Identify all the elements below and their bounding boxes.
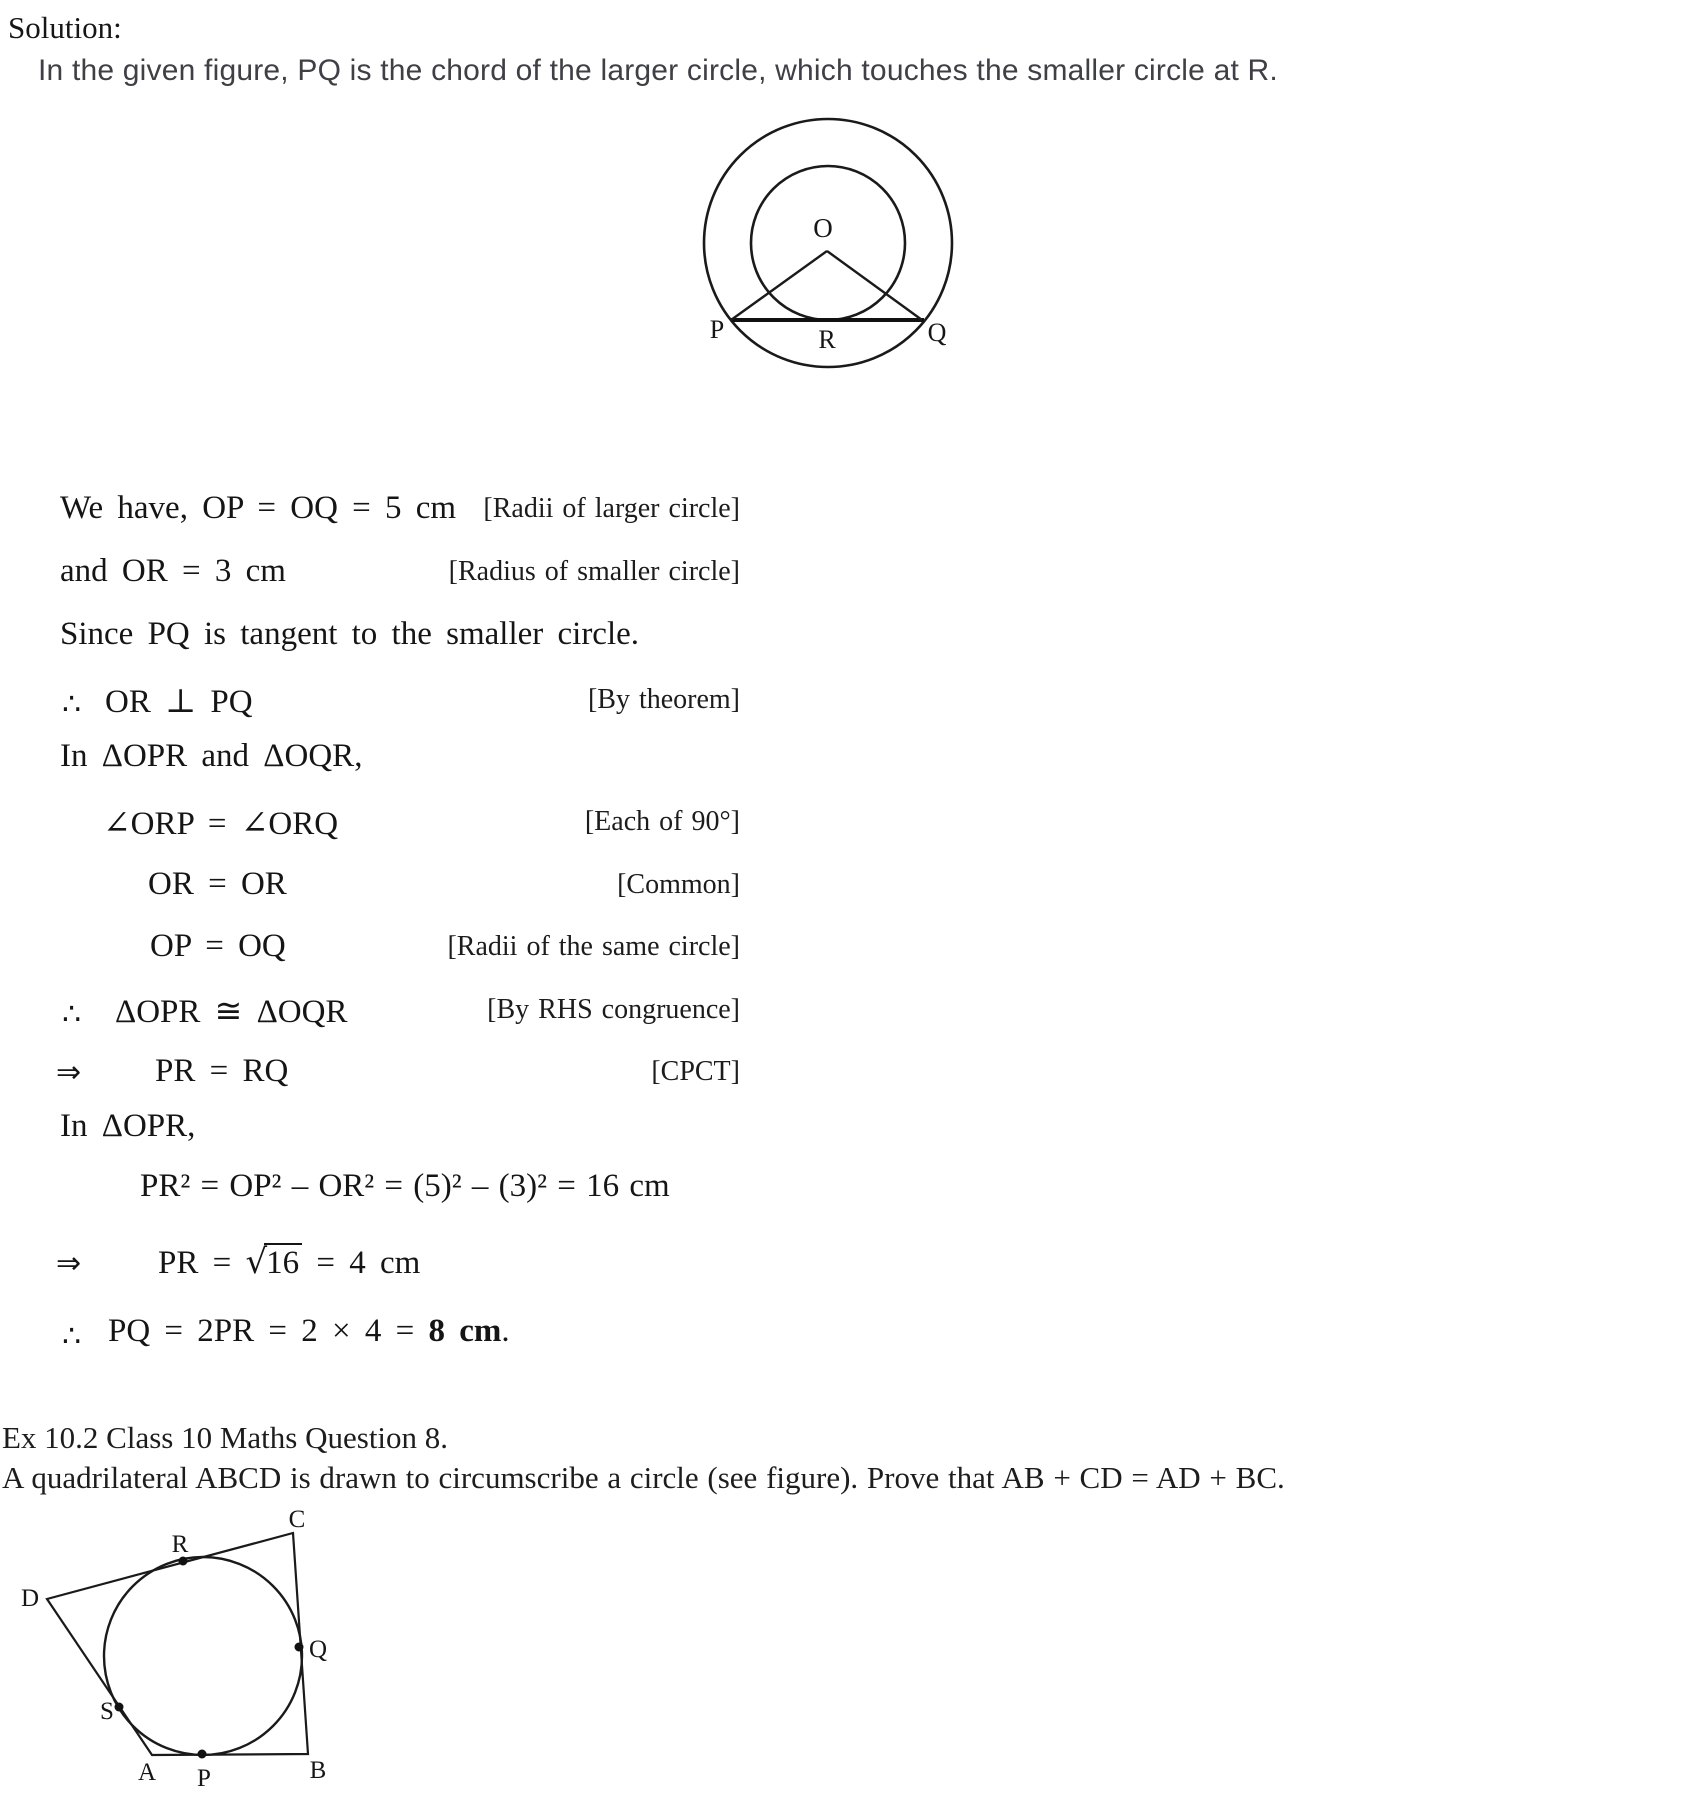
implies-symbol: ⇒ bbox=[56, 1055, 82, 1090]
exercise-heading: Ex 10.2 Class 10 Maths Question 8. bbox=[2, 1420, 449, 1455]
equation-text: ΔOPR ≅ ΔOQR bbox=[115, 994, 348, 1030]
concentric-circles-figure bbox=[690, 105, 970, 375]
math-line bbox=[0, 681, 745, 725]
math-line bbox=[0, 928, 745, 972]
equation-text: In ΔOPR, bbox=[60, 1108, 196, 1144]
inscribed-circle bbox=[104, 1557, 302, 1755]
reason-note: [Each of 90°] bbox=[584, 806, 740, 837]
therefore-symbol: ∴ bbox=[62, 1319, 82, 1354]
equation-text: OP = OQ bbox=[150, 928, 286, 964]
label-p: P bbox=[197, 1765, 211, 1792]
reason-note: [Radii of larger circle] bbox=[483, 493, 740, 524]
equation-text: PR = bbox=[158, 1245, 246, 1281]
equation-text: ∠ORP = ∠ORQ bbox=[103, 806, 339, 842]
math-line bbox=[0, 490, 745, 534]
math-line bbox=[0, 553, 745, 597]
math-line bbox=[0, 616, 745, 660]
label-d: D bbox=[20, 1585, 40, 1612]
solution-heading: Solution: bbox=[8, 10, 122, 45]
equation-text: . bbox=[501, 1313, 510, 1349]
reason-note: [CPCT] bbox=[651, 1056, 740, 1087]
reason-note: [By RHS congruence] bbox=[487, 994, 740, 1025]
circumscribed-quadrilateral-figure bbox=[15, 1505, 355, 1805]
tangent-point-p bbox=[198, 1750, 207, 1759]
label-q: Q bbox=[927, 318, 947, 347]
equation-text: PQ = 2PR = 2 × 4 = bbox=[108, 1313, 429, 1349]
exercise-question: A quadrilateral ABCD is drawn to circumscribe a circle (see figure). Prove that AB + CD = AD + BC. bbox=[2, 1460, 1285, 1495]
inner-circle bbox=[751, 166, 905, 320]
equation-text: PR² = OP² – OR² = (5)² – (3)² = 16 cm bbox=[140, 1168, 670, 1204]
label-b: B bbox=[309, 1757, 327, 1784]
reason-note: [Radii of the same circle] bbox=[447, 931, 740, 962]
result-value: 8 cm bbox=[428, 1313, 502, 1349]
equation-text: We have, OP = OQ = 5 cm bbox=[60, 490, 457, 526]
reason-note: [Radius of smaller circle] bbox=[448, 556, 740, 587]
equation-text: PR = RQ bbox=[155, 1053, 289, 1089]
radicand: 16 bbox=[264, 1243, 302, 1281]
segment-op bbox=[731, 251, 827, 320]
math-line bbox=[0, 866, 745, 910]
radical-sign: √ bbox=[245, 1242, 268, 1282]
label-p: P bbox=[709, 315, 725, 344]
label-c: C bbox=[288, 1506, 306, 1533]
equation-text: In ΔOPR and ΔOQR, bbox=[60, 738, 363, 774]
reason-note: [Common] bbox=[617, 869, 740, 900]
label-o: O bbox=[813, 213, 833, 243]
label-q: Q bbox=[308, 1636, 328, 1663]
math-line bbox=[0, 1108, 745, 1152]
implies-symbol: ⇒ bbox=[56, 1246, 82, 1281]
reason-note: [By theorem] bbox=[587, 684, 740, 715]
math-line-final bbox=[0, 1313, 745, 1357]
equation-text: OR = OR bbox=[148, 866, 287, 902]
equation-text: OR ⊥ PQ bbox=[105, 684, 253, 720]
quadrilateral-abcd bbox=[47, 1533, 308, 1755]
therefore-symbol: ∴ bbox=[62, 997, 82, 1032]
label-r: R bbox=[818, 325, 836, 354]
tangent-point-q bbox=[295, 1643, 304, 1652]
equation-text: = 4 cm bbox=[302, 1245, 421, 1281]
tangent-point-s bbox=[115, 1703, 124, 1712]
math-line-sqrt bbox=[0, 1242, 745, 1286]
math-line bbox=[0, 991, 745, 1035]
therefore-symbol: ∴ bbox=[62, 687, 82, 722]
intro-sentence: In the given figure, PQ is the chord of the larger circle, which touches the smaller circle at R. bbox=[38, 54, 1278, 87]
math-line bbox=[0, 1168, 745, 1212]
segment-oq bbox=[827, 251, 922, 320]
label-r: R bbox=[171, 1531, 189, 1558]
equation-text: Since PQ is tangent to the smaller circle. bbox=[60, 616, 640, 652]
equation-text: and OR = 3 cm bbox=[60, 553, 286, 589]
math-line bbox=[0, 803, 745, 847]
label-a: A bbox=[137, 1759, 157, 1786]
math-line bbox=[0, 738, 745, 782]
solution-steps bbox=[0, 480, 745, 1410]
label-s: S bbox=[100, 1698, 114, 1725]
math-line bbox=[0, 1053, 745, 1097]
